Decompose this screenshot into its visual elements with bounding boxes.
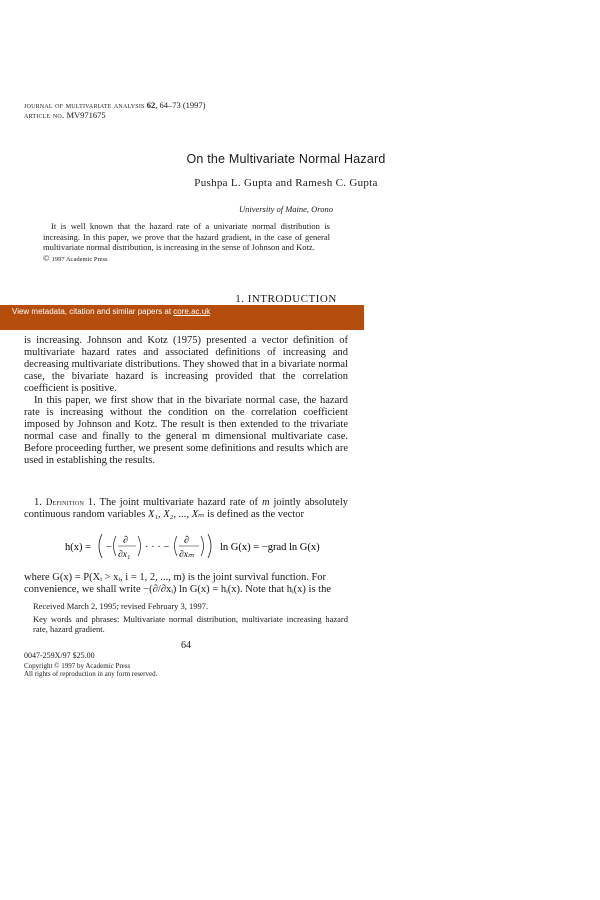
svg-text:∂: ∂: [123, 535, 128, 546]
paper-title: On the Multivariate Normal Hazard: [186, 152, 386, 166]
after-equation-line-1: where G(x) = P(Xᵢ > xᵢ, i = 1, 2, ..., m) is the joint survival function. For: [24, 572, 327, 583]
after-equation-line-2: convenience, we shall write −(∂/∂xᵢ) ln G(x) = hᵢ(x). Note that hᵢ(x) is the: [24, 584, 331, 595]
svg-text:· · · −: · · · −: [145, 542, 170, 553]
article-label: article no.: [24, 110, 65, 120]
journal-pages: , 64–73 (1997): [155, 100, 206, 110]
keywords: Key words and phrases: Multivariate normal distribution, multivariate increasing hazard rate, hazard gradient.: [33, 614, 348, 634]
definition-1: 1. Definition 1. The joint multivariate hazard rate of m jointly absolutely continuous random variables X₁, X₂, ..., Xₘ is defined as the vector: [24, 497, 348, 520]
journal-volume: 62: [146, 100, 156, 110]
definition-number: 1.: [87, 497, 96, 508]
paper-authors: Pushpa L. Gupta and Ramesh C. Gupta: [194, 177, 378, 189]
page-number: 64: [181, 640, 191, 651]
intro-paragraph-1: is increasing. Johnson and Kotz (1975) presented a vector definition of multivariate hazard rates and associated definitions of increasing and decreasing multivariate distributions. They showed that in a bivariate normal case, the bivariate hazard is increasing provided that the correlation coefficient is positive.: [24, 335, 348, 394]
paper-affiliation: University of Maine, Orono: [238, 204, 334, 214]
random-variables: X₁, X₂, ..., Xₘ: [147, 509, 205, 520]
abstract: [43, 221, 330, 265]
hazard-equation: [24, 528, 348, 564]
svg-text:∂x₁: ∂x₁: [118, 550, 131, 560]
article-number-line: [24, 110, 106, 120]
issn-price: 0047-259X/97 $25.00: [24, 651, 95, 660]
intro-paragraph-2: In this paper, we first show that in the bivariate normal case, the hazard rate is increasing without the condition on the correlation coefficient imposed by Johnson and Kotz. The result is then extended to the trivariate normal case and finally to the general m dimensional multivariate case. Before proceeding further, we present some definitions and results which are used in establishing the results.: [24, 395, 348, 466]
abstract-copyright: 1997 Academic Press: [51, 255, 108, 263]
equation-graphic: [24, 528, 348, 564]
abstract-text: It is well known that the hazard rate of a univariate normal distribution is increasing. In this paper, we prove that the hazard gradient, in the case of general multivariate normal distribution, is increasing in the sense of Johnson and Kotz.: [43, 221, 330, 252]
svg-text:−: −: [106, 542, 112, 553]
copyright-symbol: ©: [43, 252, 50, 263]
core-banner-text: View metadata, citation and similar papers at core.ac.uk: [12, 307, 211, 316]
core-banner[interactable]: [0, 305, 364, 330]
svg-text:∂: ∂: [184, 535, 189, 546]
journal-name: journal of multivariate analysis: [24, 100, 145, 110]
core-link[interactable]: core.ac.uk: [173, 307, 211, 316]
received-dates: Received March 2, 1995; revised February 3, 1997.: [33, 601, 209, 611]
section-heading-introduction: 1. INTRODUCTION: [235, 293, 337, 305]
article-number: MV971675: [66, 110, 106, 120]
publisher-copyright: Copyright © 1997 by Academic Press: [24, 662, 131, 670]
svg-text:∂xₘ: ∂xₘ: [179, 550, 194, 560]
journal-citation: [24, 100, 205, 110]
equation-lhs: h(x) =: [65, 542, 92, 553]
definition-label: Definition: [45, 497, 84, 507]
equation-rhs: ln G(x) = −grad ln G(x): [220, 542, 320, 553]
rights-reserved: All rights of reproduction in any form reserved.: [24, 670, 158, 678]
